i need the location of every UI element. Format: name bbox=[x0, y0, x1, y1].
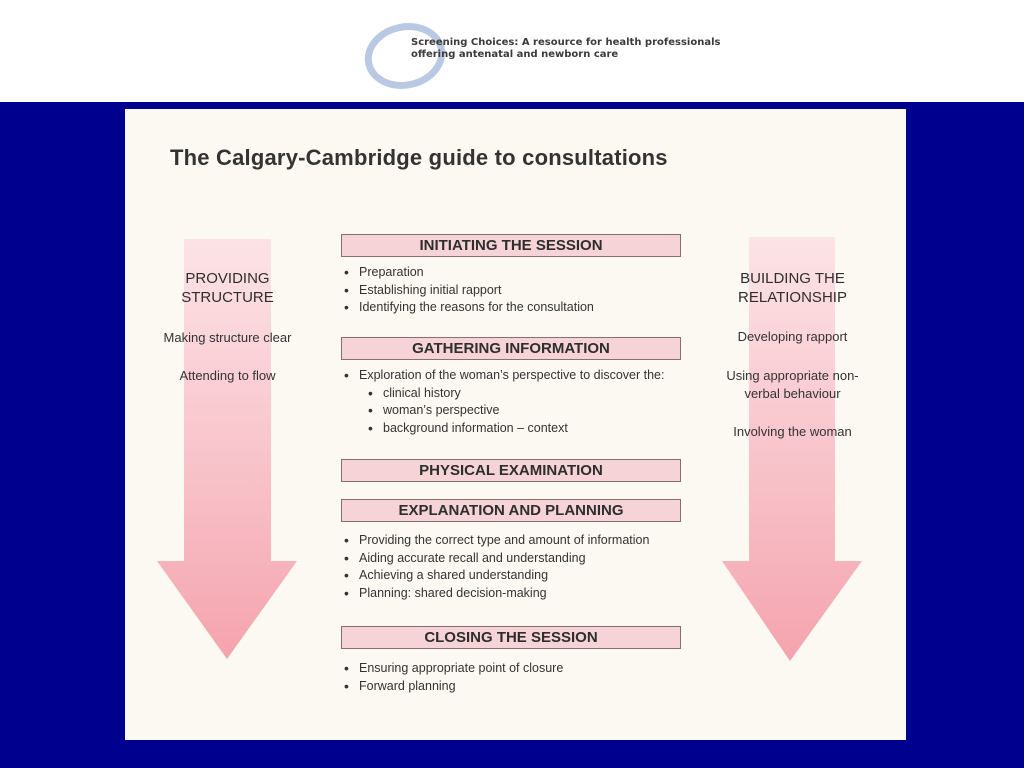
left-heading-line2: STRUCTURE bbox=[181, 289, 274, 306]
diagram-title: The Calgary-Cambridge guide to consultations bbox=[170, 145, 668, 170]
stage-physical-title: PHYSICAL EXAMINATION bbox=[341, 459, 681, 482]
stage-gathering-title: GATHERING INFORMATION bbox=[341, 337, 681, 360]
left-item: Making structure clear bbox=[163, 330, 292, 345]
bullet-item: • Ensuring appropriate point of closure bbox=[343, 660, 563, 678]
right-item: Developing rapport bbox=[737, 329, 848, 344]
sub-bullet-item: • background information – context bbox=[343, 420, 665, 438]
right-item-line2: verbal behaviour bbox=[744, 386, 841, 401]
logo-text bbox=[411, 37, 720, 61]
bullet-item: • Providing the correct type and amount of information bbox=[343, 532, 649, 550]
stage-initiating-title: INITIATING THE SESSION bbox=[341, 234, 681, 257]
right-heading-line1: BUILDING THE bbox=[740, 270, 845, 287]
left-column-heading bbox=[155, 269, 300, 307]
left-item: Attending to flow bbox=[179, 368, 276, 383]
bullet-item: • Forward planning bbox=[343, 678, 563, 696]
stage-closing-title: CLOSING THE SESSION bbox=[341, 626, 681, 649]
sub-bullet-item: • woman’s perspective bbox=[343, 402, 665, 420]
explanation-bullet-list bbox=[343, 532, 649, 602]
right-item-nonverbal bbox=[710, 367, 875, 403]
stage-explanation-title: EXPLANATION AND PLANNING bbox=[341, 499, 681, 522]
bullet-item: • Exploration of the woman’s perspective to discover the: bbox=[343, 367, 665, 385]
right-item: Involving the woman bbox=[733, 424, 852, 439]
bullet-item: • Aiding accurate recall and understanding bbox=[343, 550, 649, 568]
initiating-bullet-list bbox=[343, 264, 594, 317]
right-item-line1: Using appropriate non- bbox=[726, 368, 859, 383]
right-column-heading bbox=[715, 269, 870, 307]
bullet-item: • Achieving a shared understanding bbox=[343, 567, 649, 585]
header bbox=[0, 0, 1024, 102]
logo-text-line2: offering antenatal and newborn care bbox=[411, 49, 619, 60]
bullet-item: • Planning: shared decision-making bbox=[343, 585, 649, 603]
gathering-bullet-list bbox=[343, 367, 665, 437]
logo-text-line1: Screening Choices: A resource for health professionals bbox=[411, 37, 721, 48]
sub-bullet-item: • clinical history bbox=[343, 385, 665, 403]
bullet-item: • Preparation bbox=[343, 264, 594, 282]
diagram-panel bbox=[125, 109, 906, 740]
right-heading-line2: RELATIONSHIP bbox=[738, 289, 847, 306]
closing-bullet-list bbox=[343, 660, 563, 695]
left-heading-line1: PROVIDING bbox=[185, 270, 270, 287]
bullet-item: • Establishing initial rapport bbox=[343, 282, 594, 300]
bullet-item: • Identifying the reasons for the consultation bbox=[343, 299, 594, 317]
